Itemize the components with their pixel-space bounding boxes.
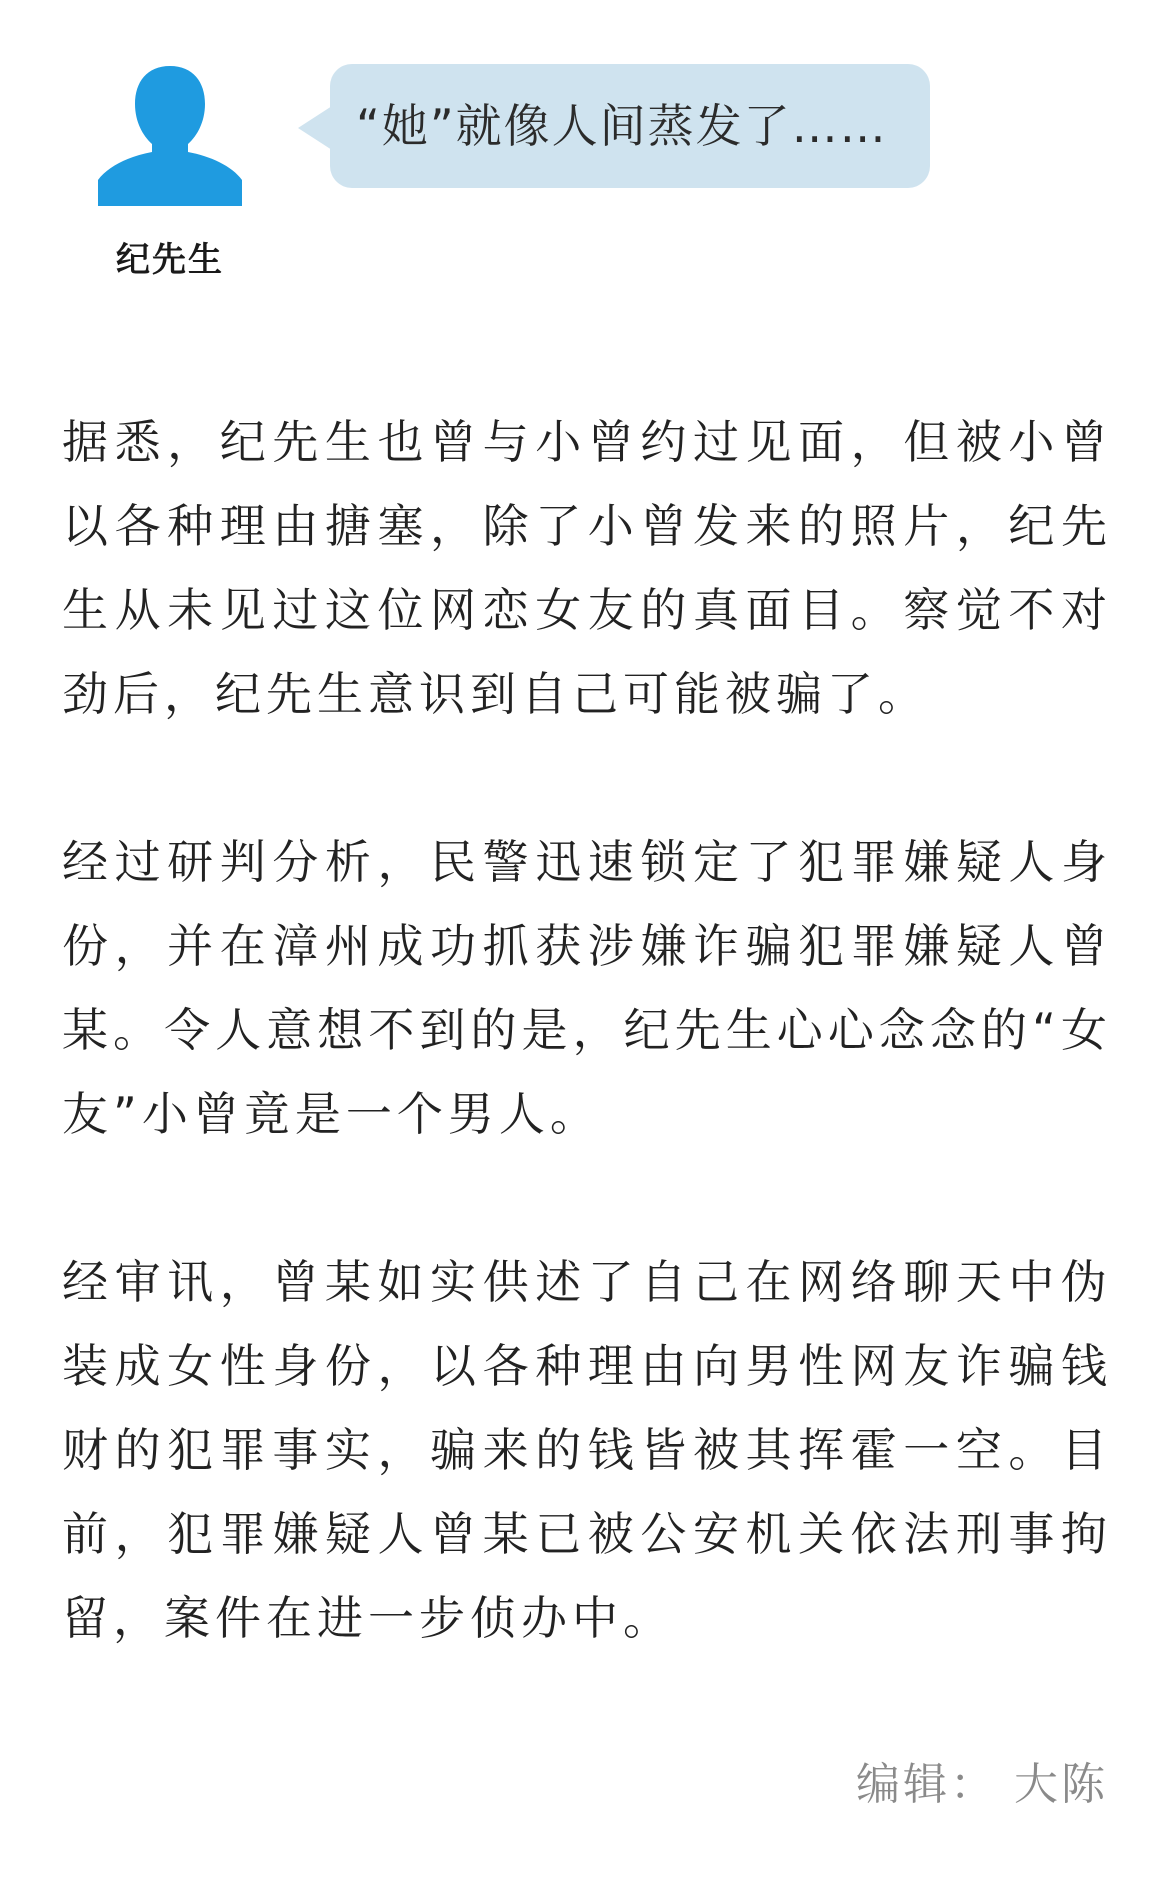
chat-header xyxy=(0,0,1170,300)
article-body xyxy=(62,400,1112,1744)
speech-bubble-text: “她”就像人间蒸发了…… xyxy=(356,99,888,153)
article-paragraph-3: 经审讯，曾某如实供述了自己在网络聊天中伪装成女性身份，以各种理由向男性网友诈骗钱财的犯罪事实，骗来的钱皆被其挥霍一空。目前，犯罪嫌疑人曾某已被公安机关依法刑事拘留，案件在进一步侦办中。 xyxy=(62,1255,1112,1645)
speech-bubble-tail xyxy=(298,106,332,150)
article-paragraph-2: 经过研判分析，民警迅速锁定了犯罪嫌疑人身份，并在漳州成功抓获涉嫌诈骗犯罪嫌疑人曾某。令人意想不到的是，纪先生心心念念的“女友”小曾竟是一个男人。 xyxy=(62,835,1112,1141)
editor-credit: 编辑： 大陈 xyxy=(856,1759,1108,1810)
speaker-name: 纪先生 xyxy=(116,240,224,280)
article-paragraph-1: 据悉，纪先生也曾与小曾约过见面，但被小曾以各种理由搪塞，除了小曾发来的照片，纪先生从未见过这位网恋女友的真面目。察觉不对劲后，纪先生意识到自己可能被骗了。 xyxy=(62,415,1112,721)
person-silhouette-icon xyxy=(92,62,248,206)
